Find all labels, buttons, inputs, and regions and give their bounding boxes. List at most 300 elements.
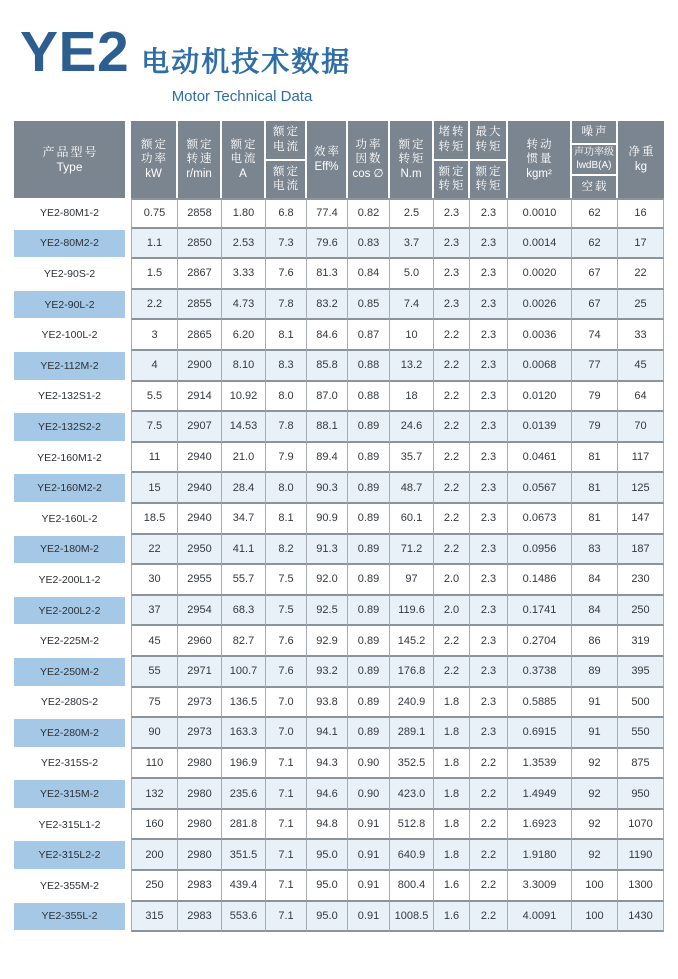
data-cell: 70: [618, 412, 664, 443]
data-cell: 395: [618, 657, 664, 688]
data-cell: 62: [572, 229, 618, 260]
data-cell: 0.5885: [508, 688, 572, 719]
data-cell: 2900: [178, 351, 222, 382]
data-cell: 7.0: [266, 688, 307, 719]
data-cell: 2980: [178, 810, 222, 841]
header-label-line: 转矩: [398, 153, 426, 166]
data-cell: 1.8: [434, 718, 470, 749]
data-cell: 289.1: [390, 718, 434, 749]
data-cell: 81: [572, 473, 618, 504]
header-label-line: kW: [145, 167, 162, 180]
header-label-line: 额定: [273, 126, 300, 139]
data-cell: 0.89: [348, 473, 390, 504]
max-torque-denominator: [470, 161, 506, 199]
data-cell: 8.0: [266, 382, 307, 413]
data-cell: 97: [390, 565, 434, 596]
data-cell: 2.3: [470, 412, 508, 443]
data-cell: 79: [572, 412, 618, 443]
header-label-line: N.m: [400, 167, 422, 180]
data-cell: 1.8: [434, 688, 470, 719]
col-header-net-weight: [618, 121, 664, 198]
data-cell: 83.2: [307, 290, 348, 321]
data-cell: 2955: [178, 565, 222, 596]
data-cell: 1300: [618, 871, 664, 902]
data-cell: 8.0: [266, 473, 307, 504]
data-cell: 90: [131, 718, 178, 749]
data-cell: 2867: [178, 259, 222, 290]
data-cell: 0.6915: [508, 718, 572, 749]
data-cell: 7.8: [266, 412, 307, 443]
page-title-zh: 电动机技术数据: [141, 46, 352, 77]
noise-sound-power-level: [572, 145, 616, 176]
header-label-line: lwdB(A): [576, 159, 612, 171]
data-cell: 250: [131, 871, 178, 902]
data-cell: 21.0: [222, 443, 266, 474]
data-cell: 281.8: [222, 810, 266, 841]
data-cell: 512.8: [390, 810, 434, 841]
data-cell: 95.0: [307, 871, 348, 902]
data-cell: 10.92: [222, 382, 266, 413]
data-cell: 1.6: [434, 871, 470, 902]
header-label-line: 额定: [230, 138, 258, 151]
data-cell: 83: [572, 535, 618, 566]
data-cell: 2.53: [222, 229, 266, 260]
data-cell: 0.90: [348, 749, 390, 780]
data-cell: 7.5: [266, 565, 307, 596]
data-cell: 1.6: [434, 902, 470, 933]
data-cell: 2.2: [434, 626, 470, 657]
header-label-line: 转动: [526, 138, 554, 151]
data-cell: 4.73: [222, 290, 266, 321]
data-cell: 7.1: [266, 902, 307, 933]
data-cell: 2.2: [434, 657, 470, 688]
model-cell: [14, 198, 125, 229]
data-cell: 34.7: [222, 504, 266, 535]
data-cell: 2.2: [434, 351, 470, 382]
header-label-line: 额定: [438, 165, 466, 178]
data-cell: 0.91: [348, 810, 390, 841]
data-cell: 950: [618, 779, 664, 810]
current-ratio-denominator: [266, 161, 305, 199]
data-cell: 2973: [178, 718, 222, 749]
col-header-power-factor: [348, 121, 390, 198]
data-cell: 163.3: [222, 718, 266, 749]
data-cell: 160: [131, 810, 178, 841]
data-cell: 8.1: [266, 504, 307, 535]
data-cell: 90.3: [307, 473, 348, 504]
data-cell: 41.1: [222, 535, 266, 566]
model-label: YE2-100L-2: [41, 329, 98, 342]
data-cell: 94.8: [307, 810, 348, 841]
data-cell: 4.0091: [508, 902, 572, 933]
noise-title-text: 噪声: [581, 125, 609, 138]
data-cell: 2.2: [470, 810, 508, 841]
header-label-line: 转矩: [438, 140, 466, 153]
data-cell: 67: [572, 259, 618, 290]
max-torque-numerator: [470, 121, 506, 161]
data-cell: 7.1: [266, 779, 307, 810]
model-cell: [14, 290, 125, 321]
model-label: YE2-225M-2: [40, 635, 99, 648]
data-cell: 7.6: [266, 657, 307, 688]
header-label-line: 声功率级: [574, 147, 614, 158]
data-cell: 2.3: [470, 198, 508, 229]
model-label: YE2-90S-2: [43, 267, 96, 280]
model-label: YE2-315L2-2: [14, 841, 125, 869]
data-cell: 7.5: [131, 412, 178, 443]
col-header-inertia: [508, 121, 572, 198]
data-cell: 1430: [618, 902, 664, 933]
data-cell: 230: [618, 565, 664, 596]
data-cell: 2.2: [470, 871, 508, 902]
data-cell: 2980: [178, 840, 222, 871]
data-cell: 25: [618, 290, 664, 321]
data-cell: 92: [572, 840, 618, 871]
data-cell: 17: [618, 229, 664, 260]
model-cell: [14, 473, 125, 504]
data-cell: 1.4949: [508, 779, 572, 810]
model-label: YE2-132S1-2: [37, 390, 102, 403]
data-cell: 2.3: [470, 382, 508, 413]
data-cell: 55.7: [222, 565, 266, 596]
data-cell: 800.4: [390, 871, 434, 902]
data-cell: 55: [131, 657, 178, 688]
header-label-line: 转矩: [475, 180, 503, 193]
header-label-line: 额定: [141, 138, 168, 151]
data-cell: 0.0956: [508, 535, 572, 566]
model-cell: [14, 657, 125, 688]
data-cell: 640.9: [390, 840, 434, 871]
data-cell: 75: [131, 688, 178, 719]
data-cell: 68.3: [222, 596, 266, 627]
data-cell: 2.3: [470, 718, 508, 749]
data-cell: 2.0: [434, 596, 470, 627]
data-cell: 7.1: [266, 840, 307, 871]
data-cell: 79.6: [307, 229, 348, 260]
data-cell: 88.1: [307, 412, 348, 443]
data-cell: 0.88: [348, 351, 390, 382]
data-cell: 550: [618, 718, 664, 749]
data-cell: 2.2: [470, 840, 508, 871]
data-cell: 0.89: [348, 535, 390, 566]
data-cell: 35.7: [390, 443, 434, 474]
header-label-line: 效率: [314, 146, 341, 159]
data-cell: 0.91: [348, 902, 390, 933]
model-label: YE2-200L1-2: [38, 573, 101, 586]
data-cell: 93.8: [307, 688, 348, 719]
data-cell: 18.5: [131, 504, 178, 535]
data-cell: 3.33: [222, 259, 266, 290]
data-cell: 2.2: [434, 504, 470, 535]
data-cell: 94.6: [307, 779, 348, 810]
col-header-locked-torque-ratio: [434, 121, 470, 198]
data-cell: 0.1486: [508, 565, 572, 596]
col-header-noise: [572, 121, 618, 198]
data-cell: 48.7: [390, 473, 434, 504]
data-cell: 1070: [618, 810, 664, 841]
data-cell: 79: [572, 382, 618, 413]
data-cell: 500: [618, 688, 664, 719]
data-cell: 71.2: [390, 535, 434, 566]
data-cell: 0.0461: [508, 443, 572, 474]
data-cell: 0.87: [348, 320, 390, 351]
data-cell: 82.7: [222, 626, 266, 657]
header-label-line: kgm²: [526, 167, 552, 180]
data-cell: 145.2: [390, 626, 434, 657]
col-header-model: [14, 121, 125, 198]
data-cell: 0.89: [348, 657, 390, 688]
data-cell: 0.84: [348, 259, 390, 290]
data-cell: 0.89: [348, 565, 390, 596]
data-cell: 0.83: [348, 229, 390, 260]
data-cell: 8.3: [266, 351, 307, 382]
header-label-line: Type: [56, 159, 83, 174]
data-cell: 18: [390, 382, 434, 413]
data-cell: 125: [618, 473, 664, 504]
data-cell: 2.3: [470, 657, 508, 688]
data-cell: 100: [572, 871, 618, 902]
data-cell: 7.5: [266, 596, 307, 627]
data-cell: 0.3738: [508, 657, 572, 688]
model-cell: [14, 626, 125, 657]
model-label: YE2-280S-2: [40, 696, 99, 709]
data-cell: 2.2: [470, 749, 508, 780]
model-cell: [14, 535, 125, 566]
data-cell: 2.3: [434, 198, 470, 229]
data-cell: 235.6: [222, 779, 266, 810]
data-cell: 1.6923: [508, 810, 572, 841]
data-cell: 5.0: [390, 259, 434, 290]
data-cell: 352.5: [390, 749, 434, 780]
data-cell: 200: [131, 840, 178, 871]
data-cell: 2.3: [470, 473, 508, 504]
data-cell: 94.1: [307, 718, 348, 749]
data-cell: 0.0673: [508, 504, 572, 535]
data-cell: 7.8: [266, 290, 307, 321]
data-cell: 8.1: [266, 320, 307, 351]
model-cell: [14, 443, 125, 474]
data-cell: 6.20: [222, 320, 266, 351]
model-cell: [14, 718, 125, 749]
header-label-line: 转矩: [438, 180, 466, 193]
data-cell: 2.3: [470, 565, 508, 596]
data-cell: 1.8: [434, 749, 470, 780]
data-cell: 90.9: [307, 504, 348, 535]
header-label-line: 因数: [355, 153, 383, 166]
data-cell: 2940: [178, 504, 222, 535]
model-cell: [14, 412, 125, 443]
data-cell: 2954: [178, 596, 222, 627]
data-cell: 2980: [178, 749, 222, 780]
data-cell: 24.6: [390, 412, 434, 443]
data-cell: 11: [131, 443, 178, 474]
data-cell: 0.0014: [508, 229, 572, 260]
data-cell: 2.3: [434, 290, 470, 321]
model-cell: [14, 779, 125, 810]
data-cell: 6.8: [266, 198, 307, 229]
data-cell: 1.1: [131, 229, 178, 260]
data-cell: 0.0026: [508, 290, 572, 321]
data-cell: 2865: [178, 320, 222, 351]
data-cell: 10: [390, 320, 434, 351]
data-cell: 2.2: [470, 902, 508, 933]
data-cell: 95.0: [307, 840, 348, 871]
model-cell: [14, 688, 125, 719]
data-cell: 92: [572, 749, 618, 780]
brand-title: YE2: [20, 20, 130, 84]
model-cell: [14, 902, 125, 933]
data-cell: 2983: [178, 871, 222, 902]
data-cell: 1.3539: [508, 749, 572, 780]
data-cell: 15: [131, 473, 178, 504]
data-cell: 196.9: [222, 749, 266, 780]
header-label-line: 功率: [141, 153, 168, 166]
model-cell: [14, 504, 125, 535]
header-label-line: 电流: [273, 140, 300, 153]
model-label: YE2-315L1-2: [38, 818, 101, 831]
data-cell: 0.89: [348, 504, 390, 535]
data-cell: 93.2: [307, 657, 348, 688]
data-cell: 0.89: [348, 596, 390, 627]
data-cell: 1008.5: [390, 902, 434, 933]
data-cell: 2.3: [434, 259, 470, 290]
data-cell: 2950: [178, 535, 222, 566]
data-cell: 92.9: [307, 626, 348, 657]
data-cell: 92: [572, 810, 618, 841]
header-label-line: 净重: [628, 146, 656, 159]
model-label: YE2-80M1-2: [40, 206, 99, 219]
data-cell: 2.3: [470, 229, 508, 260]
data-cell: 94.3: [307, 749, 348, 780]
data-cell: 2.3: [470, 688, 508, 719]
header-label-line: 最大: [475, 126, 503, 139]
model-label: YE2-250M-2: [14, 658, 125, 686]
data-cell: 132: [131, 779, 178, 810]
data-cell: 0.91: [348, 840, 390, 871]
col-header-efficiency: [307, 121, 348, 198]
header-label-line: 额定: [398, 138, 426, 151]
data-cell: 92.5: [307, 596, 348, 627]
data-cell: 64: [618, 382, 664, 413]
data-cell: 0.89: [348, 626, 390, 657]
data-cell: 30: [131, 565, 178, 596]
model-label: YE2-160M2-2: [14, 474, 125, 502]
header-label-line: 电流: [230, 153, 258, 166]
data-cell: 92.0: [307, 565, 348, 596]
data-cell: 439.4: [222, 871, 266, 902]
model-label: YE2-355M-2: [40, 879, 99, 892]
data-cell: 0.91: [348, 871, 390, 902]
data-cell: 22: [618, 259, 664, 290]
data-cell: 100: [572, 902, 618, 933]
current-ratio-numerator: [266, 121, 305, 161]
data-cell: 2.3: [470, 259, 508, 290]
data-cell: 0.0020: [508, 259, 572, 290]
locked-torque-denominator: [434, 161, 468, 199]
model-label: YE2-112M-2: [14, 352, 125, 380]
data-cell: 2.3: [470, 290, 508, 321]
data-cell: 33: [618, 320, 664, 351]
data-cell: 85.8: [307, 351, 348, 382]
data-cell: 1.8: [434, 840, 470, 871]
data-cell: 0.0036: [508, 320, 572, 351]
data-cell: 250: [618, 596, 664, 627]
data-cell: 2940: [178, 473, 222, 504]
data-cell: 91: [572, 718, 618, 749]
data-cell: 0.0567: [508, 473, 572, 504]
data-cell: 2.2: [434, 443, 470, 474]
data-cell: 8.10: [222, 351, 266, 382]
noise-no-load: [572, 176, 616, 198]
header-label-line: 电流: [273, 180, 300, 193]
data-cell: 2.5: [390, 198, 434, 229]
page-subtitle-en: Motor Technical Data: [171, 88, 313, 105]
data-cell: 2.3: [470, 504, 508, 535]
data-cell: 2.2: [434, 535, 470, 566]
data-cell: 1.80: [222, 198, 266, 229]
data-cell: 89.4: [307, 443, 348, 474]
data-cell: 0.1741: [508, 596, 572, 627]
data-cell: 176.8: [390, 657, 434, 688]
data-cell: 875: [618, 749, 664, 780]
data-cell: 7.3: [266, 229, 307, 260]
data-cell: 2.2: [434, 320, 470, 351]
data-cell: 0.82: [348, 198, 390, 229]
data-cell: 2.2: [434, 412, 470, 443]
data-cell: 0.2704: [508, 626, 572, 657]
data-cell: 4: [131, 351, 178, 382]
data-cell: 87.0: [307, 382, 348, 413]
data-cell: 28.4: [222, 473, 266, 504]
data-cell: 7.9: [266, 443, 307, 474]
data-cell: 2.2: [434, 473, 470, 504]
data-cell: 1.5: [131, 259, 178, 290]
data-cell: 86: [572, 626, 618, 657]
page-header: [0, 0, 678, 121]
data-cell: 0.89: [348, 718, 390, 749]
model-label: YE2-80M2-2: [14, 230, 125, 258]
data-cell: 2983: [178, 902, 222, 933]
noise-title: [572, 121, 616, 145]
model-cell: [14, 565, 125, 596]
data-cell: 91: [572, 688, 618, 719]
data-cell: 2940: [178, 443, 222, 474]
data-cell: 2960: [178, 626, 222, 657]
data-cell: 187: [618, 535, 664, 566]
data-cell: 7.6: [266, 626, 307, 657]
header-label-line: 额定: [273, 165, 300, 178]
data-cell: 67: [572, 290, 618, 321]
data-cell: 62: [572, 198, 618, 229]
data-cell: 13.2: [390, 351, 434, 382]
header-label-line: kg: [634, 160, 648, 173]
data-cell: 319: [618, 626, 664, 657]
data-cell: 1190: [618, 840, 664, 871]
data-cell: 0.0139: [508, 412, 572, 443]
model-label: YE2-315S-2: [40, 757, 99, 770]
header-label-line: 惯量: [526, 153, 554, 166]
data-cell: 7.0: [266, 718, 307, 749]
model-label: YE2-160L-2: [41, 512, 98, 525]
data-cell: 2.0: [434, 565, 470, 596]
data-cell: 1.8: [434, 810, 470, 841]
data-cell: 2971: [178, 657, 222, 688]
data-cell: 84: [572, 596, 618, 627]
data-cell: 0.88: [348, 382, 390, 413]
data-cell: 89: [572, 657, 618, 688]
header-label-line: 堵转: [438, 126, 466, 139]
data-cell: 2.2: [470, 779, 508, 810]
